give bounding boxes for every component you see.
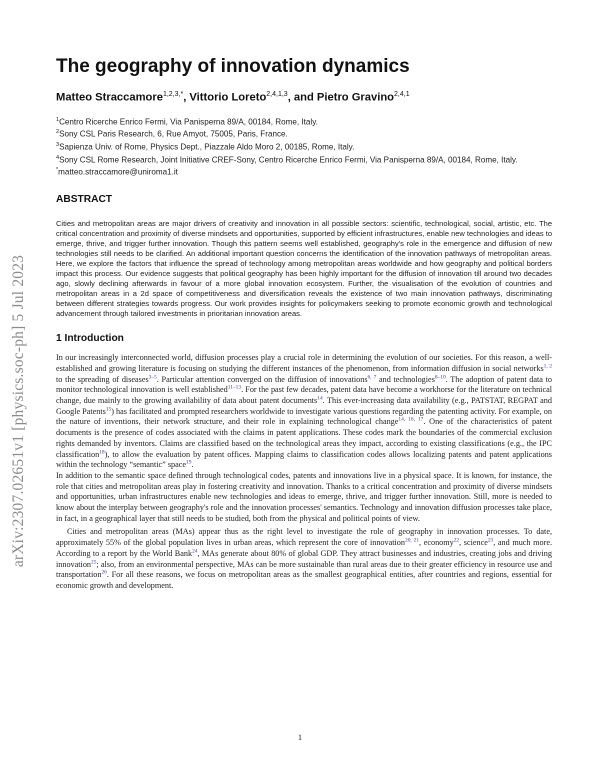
paper-page <box>56 56 552 592</box>
author-affiliation-marker: 2,4,1 <box>394 91 410 98</box>
citation-link[interactable]: 20, 21 <box>405 537 420 544</box>
affiliation-item: $^1$Centro Ricerche Enrico Fermi, Via Panisperna 89/A, 00184, Rome, Italy. <box>56 116 318 127</box>
citation-link[interactable]: 25 <box>91 558 97 565</box>
citation-link[interactable]: 22 <box>453 537 460 544</box>
author-affiliation-marker: 1,2,3,* <box>162 91 184 98</box>
section-heading-introduction: 1 Introduction <box>56 333 124 345</box>
citation-link[interactable]: 26 <box>101 569 107 576</box>
author-list: Matteo Straccamore$^{1,2,3,*}$, Vittorio Loreto$^{2,4,1,3}$, and Pietro Gravino$^{2,4,1}$ <box>56 91 410 104</box>
citation-link[interactable]: 3–5 <box>148 373 157 380</box>
arxiv-identifier-stamp <box>8 196 30 626</box>
body-paragraph: In addition to the semantic space defined through technological codes, patents and innovations live in a physical space. It is known, for instance, the role that cities and metropolitan areas play in fostering creativity and innovation. Thanks to a critical concentration and proximity of diverse mindsets and opportunities, urban infrastructures enable new technologies and ideas to emerge, thrive, and trigger further innovation. Still, more is needed to know about the interplay between geography's role and the innovation processes' semantics. Technology and innovation diffusion processes take place, in fact, in a geographical layer that still needs to be studied, both from the physical and political points of view. <box>56 470 552 523</box>
affiliation-item: $^2$Sony CSL Paris Research, 6, Rue Amyot, 75005, Paris, France. <box>56 129 288 140</box>
page-number: 1 <box>297 732 303 742</box>
abstract-text: Cities and metropolitan areas are major drivers of creativity and innovation in all possible sectors: scientific, technological, social, artistic, etc. The critical concentration and proximity of diverse mindsets and opportunities, supported by efficient infrastructures, enable new technologies and ideas to emerge, thrive, and trigger further innovation. Though this pattern seems well established, geography's role in the emergence and diffusion of new technologies still needs to be clarified. An additional important question concerns the identification of the innovation pathways of metropolitan areas. Here, we explore the factors that influence the spread of technology among metropolitan areas worldwide and how geography and political borders impact this process. Our evidence suggests that political geography has been highly important for the diffusion of innovation till around two decades ago, slowly declining afterwards in favour of a more global innovation ecosystem. Further, the visualisation of the evolution of countries and metropolitan areas in a 2d space of competitiveness and diversification reveals the existence of two main innovation pathways, discriminating between different strategies towards progress. Our work provides insights for policymakers seeking to promote economic growth and technological advancement through tailored investments in prioritarian innovation areas. <box>56 219 552 319</box>
body-paragraph: Cities and metropolitan areas (MAs) appear thus as the right level to investigate the role of geography in innovation processes. To date, approximately 55% of the global population lives in urban areas, which represent the core of innovation$^{20, 21}$, economy$^{22}$, science$^{23}$, and much more. According to a report by the World Bank$^{24}$, MAs generate about 80% of global GDP. They attract businesses and industries, creating jobs and driving innovation$^{25}$; also, from an environmental perspective, MAs can be more sustainable than rural areas due to their greater efficiency in resource use and transportation$^{26}$. For all these reasons, we focus on metropolitan areas as the smallest geographical entities, after countries and regions, essential for economic growth and development. <box>56 527 552 590</box>
affiliation-list <box>56 115 552 178</box>
citation-link[interactable]: 18 <box>99 448 105 455</box>
abstract-heading: ABSTRACT <box>56 194 113 206</box>
citation-link[interactable]: 19 <box>186 459 192 466</box>
body-paragraph: In our increasingly interconnected world, diffusion processes play a crucial role in determining the evolution of our societies. For this reason, a well-established and growing literature is focusing on studying the different instances of the phenomenon, from information diffusion in social networks$^{1, 2}$ to the spreading of diseases$^{3-5}$. Particular attention converged on the diffusion of innovations$^{6, 7}$ and technologies$^{8-10}$. The adoption of patent data to monitor technological innovation is well established$^{11-13}$. For the past few decades, patent data have become a workhorse for the literature on technical change, due mainly to the growing availability of data about patent documents$^{14}$. This ever-increasing data availability (e.g., PATSTAT, REGPAT and Google Patents$^{15}$) has facilitated and prompted researchers worldwide to investigate various questions regarding the patenting activity. For example, on the nature of inventions, their network structure, and their role in explaining technological change$^{14, 16, 17}$. One of the characteristics of patent documents is the presence of codes associated with the claims in patent applications. These codes mark the boundaries of the commercial exclusion rights demanded by inventors. Claims are classified based on the technological areas they impact, according to existing classifications (e.g., the IPC classification$^{18}$), to allow the evaluation by patent offices. Mapping claims to classification codes allows localizing patents and patent applications within the technology “semantic” space$^{19}$. <box>56 353 553 470</box>
citation-link[interactable]: 24 <box>192 548 198 555</box>
author-affiliation-marker: 2,4,1,3 <box>266 91 288 98</box>
affiliation-item: $^3$Sapienza Univ. of Rome, Physics Dept., Piazzale Aldo Moro 2, 00185, Rome, Italy. <box>56 142 355 152</box>
author-name: Matteo Straccamore <box>56 91 163 104</box>
citation-link[interactable]: 14, 16, 17 <box>398 416 424 423</box>
affiliation-item: *matteo.straccamore@uniroma1.it <box>56 167 178 178</box>
citation-link[interactable]: 15 <box>105 405 112 412</box>
citation-link[interactable]: 11–13 <box>227 384 242 391</box>
citation-link[interactable]: 6, 7 <box>367 373 377 380</box>
citation-link[interactable]: 14 <box>317 395 323 402</box>
author-name: Pietro Gravino <box>316 91 395 104</box>
arxiv-identifier-text: arXiv:2307.02651v1 [physics.soc-ph] 5 Jul 2023 <box>10 254 28 568</box>
author-name: Vittorio Loreto <box>189 91 267 104</box>
introduction-body <box>56 353 552 591</box>
citation-link[interactable]: 1, 2 <box>543 363 552 370</box>
paper-title: The geography of innovation dynamics <box>56 56 410 77</box>
affiliation-item: $^4$Sony CSL Rome Research, Joint Initiative CREF-Sony, Centro Ricerche Enrico Fermi, Via Panisperna 89/A, 00184, Rome, Italy. <box>56 154 518 165</box>
citation-link[interactable]: 23 <box>487 537 494 544</box>
citation-link[interactable]: 8–10 <box>434 373 446 380</box>
